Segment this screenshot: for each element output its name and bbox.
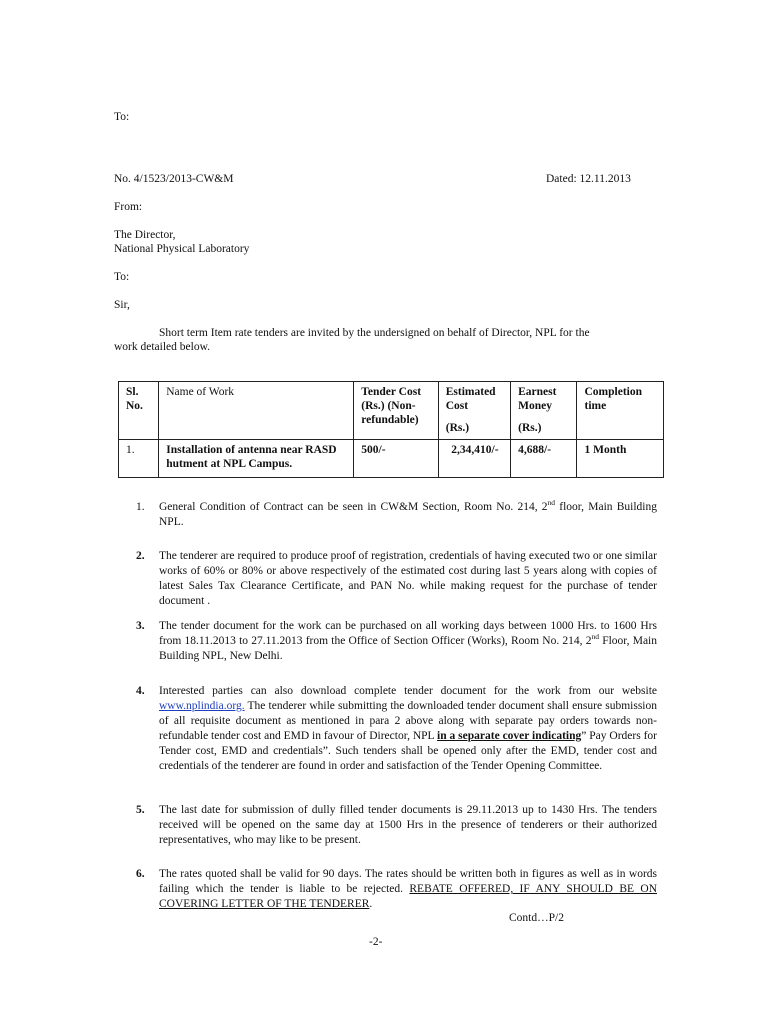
header-name-of-work: Name of Work [159,382,354,440]
website-link[interactable]: www.nplindia.org. [159,700,245,712]
header-estimated-unit: (Rs.) [445,422,470,434]
header-sl-text: Sl. [126,386,139,398]
cell-estimated: 2,34,410/- [438,440,510,478]
condition-4-emphasis: in a separate cover indicating [437,730,582,742]
condition-number-4: 4. [136,685,145,697]
cell-tender-cost: 500/- [354,440,438,478]
intro-line-1: Short term Item rate tenders are invited by the undersigned on behalf of Director, NPL for the [159,327,590,339]
header-estimated-text: Estimated Cost [445,386,496,412]
condition-number-1: 1. [136,501,145,513]
condition-6-text: The rates quoted shall be valid for 90 days. The rates should be written both in figures as well as in words failing which the tender is liable to be rejected. [159,868,657,895]
condition-4-text-mid: The tenderer while submitting the downloaded tender document shall ensure submission of all requisite document as mentioned in para 2 above along with separate pay orders towards non-refundable tender cost and EMD in favour of Director, NPL [159,700,657,742]
header-no-text: No. [126,400,143,412]
from-line-1: The Director, [114,229,176,241]
condition-number-6: 6. [136,868,145,880]
from-line-2: National Physical Laboratory [114,243,250,255]
condition-6 [159,867,657,912]
condition-1-sup: nd [547,498,556,508]
to-label-top: To: [114,111,130,123]
condition-4-text: Interested parties can also download complete tender document for the work from our website [159,685,657,697]
condition-4-text-end: ” Pay Orders for Tender cost, EMD and credentials”. Such tenders shall be opened only after the EMD, tender cost and credentials of the tenderer are found in order and satisfaction of the Tender Opening Committee. [159,730,658,772]
condition-number-3: 3. [136,620,145,632]
header-earnest-text: Earnest Money [518,386,557,412]
cell-earnest: 4,688/- [511,440,577,478]
salutation: Sir, [114,299,130,311]
cell-sl: 1. [119,440,159,478]
condition-3 [159,619,657,664]
table-header-row [119,382,664,440]
date-line: Dated: 12.11.2013 [546,173,631,185]
condition-6-text-end: . [369,898,373,910]
to-label: To: [114,271,130,283]
header-earnest-money [511,382,577,440]
header-earnest-unit: (Rs.) [518,422,542,434]
condition-5: The last date for submission of dully filled tender documents is 29.11.2013 up to 1430 Hrs. The tenders received will be opened on the same day at 1500 Hrs in the presence of tenderers or their authorized representatives, who may like to be present. [159,804,657,846]
header-sl-no [119,382,159,440]
header-estimated-cost [438,382,510,440]
condition-number-5: 5. [136,804,145,816]
intro-line-2: work detailed below. [114,341,211,353]
from-label: From: [114,201,143,213]
page-number: -2- [369,936,383,948]
header-tender-cost: Tender Cost (Rs.) (Non-refundable) [354,382,438,440]
condition-6-underlined: REBATE OFFERED, IF ANY SHOULD BE ON COVERING LETTER OF THE TENDERER [159,883,657,910]
condition-1-text: General Condition of Contract can be seen in CW&M Section, Room No. 214, 2 [159,501,548,513]
condition-1 [159,500,657,530]
reference-number: No. 4/1523/2013-CW&M [114,173,234,185]
condition-3-sup: nd [591,632,599,642]
condition-3-text-end: Floor, Main Building NPL, New Delhi. [159,635,657,662]
works-table [118,381,664,478]
condition-3-text: The tender document for the work can be purchased on all working days between 1000 Hrs. to 1600 Hrs from 18.11.2013 to 27.11.2013 from the Office of Section Officer (Works), Room No. 214, 2 [159,620,657,647]
condition-4 [159,684,657,774]
condition-2: The tenderer are required to produce proof of registration, credentials of having executed two or one similar works of 60% or 80% or above respectively of the estimated cost during last 5 years along with copies of latest Sales Tax Clearance Certificate, and PAN No. while making request for the purchase of tender document . [159,550,657,607]
condition-1-text-end: floor, Main Building NPL. [159,501,657,528]
cell-name: Installation of antenna near RASD hutment at NPL Campus. [159,440,354,478]
table-row [119,440,664,478]
cell-completion: 1 Month [577,440,664,478]
header-completion-time: Completion time [577,382,664,440]
condition-number-2: 2. [136,550,145,562]
continued-note: Contd…P/2 [509,912,564,924]
